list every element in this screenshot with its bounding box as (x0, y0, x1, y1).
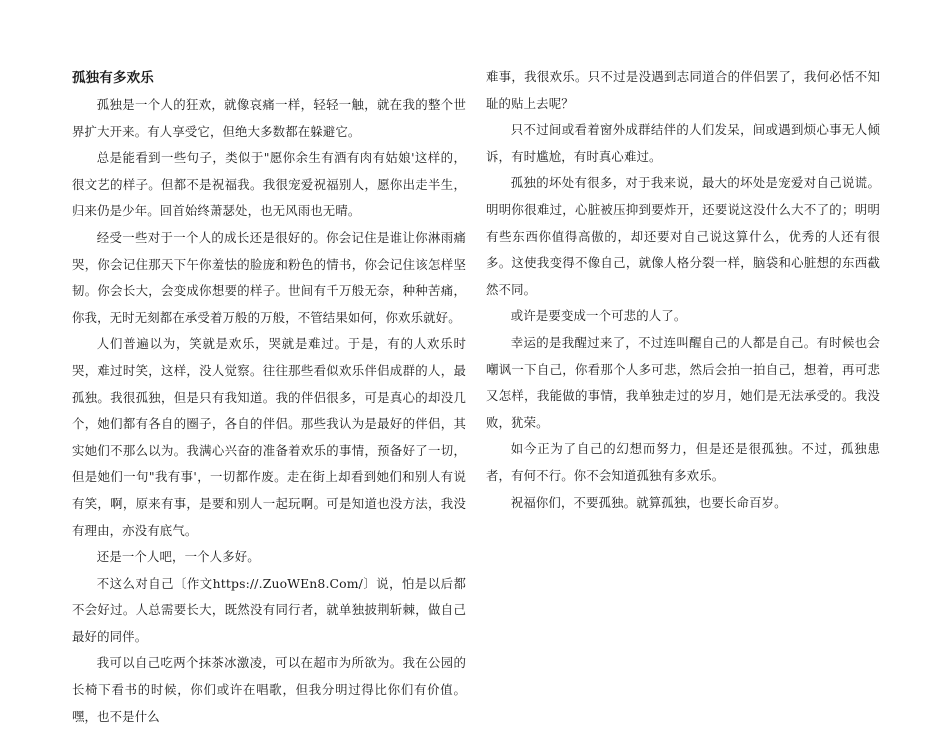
right-column (486, 64, 880, 516)
left-column (72, 64, 466, 730)
paragraph: 经受一些对于一个人的成长还是很好的。你会记住是谁让你淋雨痛哭，你会记住那天下午你羞怯的脸庞和粉色的情书，你会记住该怎样坚韧。你会长大，会变成你想要的样子。世间有千万般无奈，种种苦痛，你我，无时无刻都在承受着万般的万般，不管结果如何，你欢乐就好。 (72, 229, 466, 325)
paragraph: 总是能看到一些句子，类似于"愿你余生有酒有肉有姑娘'这样的，很文艺的样子。但都不是祝福我。我很宠爱祝福别人，愿你出走半生，归来仍是少年。回首始终萧瑟处，也无风雨也无晴。 (72, 150, 466, 219)
paragraph: 祝福你们，不要孤独。就算孤独，也要长命百岁。 (510, 494, 787, 510)
paragraph: 还是一个人吧，一个人多好。 (96, 549, 260, 565)
paragraph: 孤独的坏处有很多，对于我来说，最大的坏处是宠爱对自己说谎。明明你很难过，心脏被压抑到要炸开，还要说这没什么大不了的；明明有些东西你值得高傲的，却还要对自己说这算什么，优秀的人还有很多。这使我变得不像自己，就像人格分裂一样，脑袋和心脏想的东西截然不同。 (486, 175, 880, 297)
paragraph: 或许是要变成一个可悲的人了。 (510, 308, 687, 324)
paragraph: 幸运的是我醒过来了，不过连叫醒自己的人都是自己。有时候也会嘲讽一下自己，你看那个人多可悲，然后会拍一拍自己，想着，再可悲又怎样，我能做的事情，我单独走过的岁月，她们是无法承受的。我没败，犹荣。 (486, 334, 880, 430)
paragraph: 孤独是一个人的狂欢，就像哀痛一样，轻轻一触，就在我的整个世界扩大开来。有人享受它，但绝大多数都在躲避它。 (72, 97, 466, 139)
paragraph: 不这么对自己〔作文https://.ZuoWEn8.Com/〕说，怕是以后都不会好过。人总需要长大，既然没有同行者，就单独披荆斩棘，做自己最好的同伴。 (72, 575, 466, 644)
paragraph-continuation: 难事，我很欢乐。只不过是没遇到志同道合的伴侣罢了，我何必恬不知耻的贴上去呢？ (486, 69, 880, 111)
document-title: 孤独有多欢乐 (72, 70, 154, 86)
paragraph: 我可以自己吃两个抹茶冰激凌，可以在超市为所欲为。我在公园的长椅下看书的时候，你们或许在唱歌，但我分明过得比你们有价值。嘿，也不是什么 (72, 655, 466, 724)
paragraph: 如今正为了自己的幻想而努力，但是还是很孤独。不过，孤独患者，有何不行。你不会知道孤独有多欢乐。 (486, 441, 880, 483)
paragraph: 人们普遍以为，笑就是欢乐，哭就是难过。于是，有的人欢乐时哭，难过时笑，这样，没人觉察。往往那些看似欢乐伴侣成群的人，最孤独。我很孤独，但是只有我知道。我的伴侣很多，可是真心的却没几个，她们都有各自的圈子，各自的伴侣。那些我认为是最好的伴侣，其实她们不那么以为。我满心兴奋的准备着欢乐的事情，预备好了一切，但是她们一句"我有事'，一切都作废。走在街上却看到她们和别人有说有笑，啊，原来有事，是要和别人一起玩啊。可是知道也没方法，我没有理由，亦没有底气。 (72, 336, 466, 538)
paragraph: 只不过间或看着窗外成群结伴的人们发呆，间或遇到烦心事无人倾诉，有时尴尬，有时真心难过。 (486, 122, 880, 164)
